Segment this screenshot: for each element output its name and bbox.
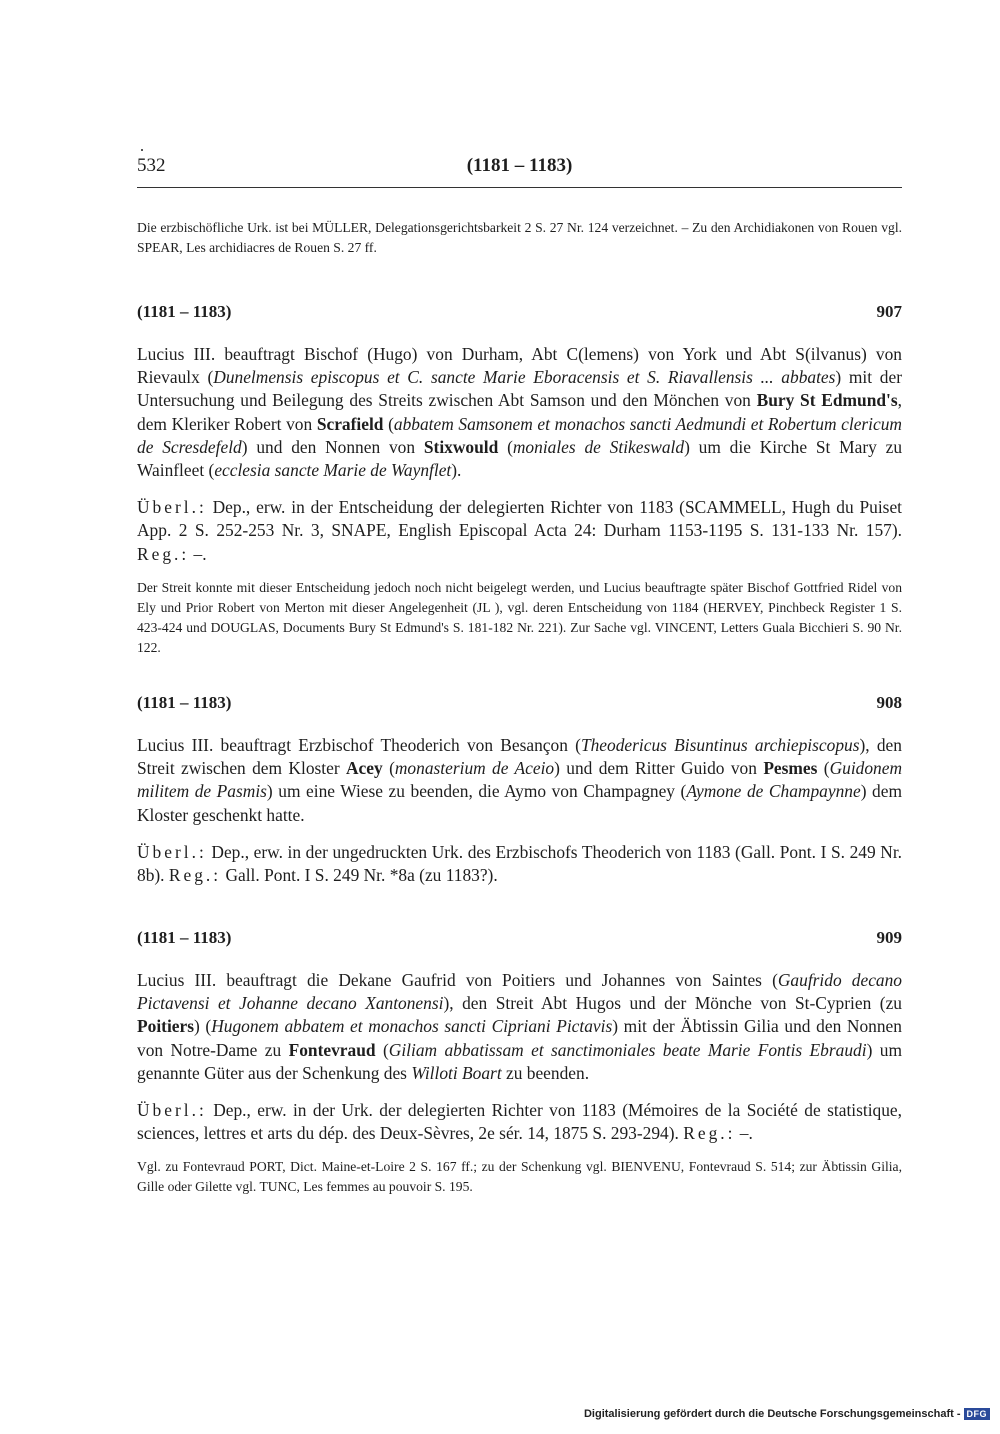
entry-date: (1181 – 1183) [137,928,232,947]
regest-entry-907 [137,302,902,658]
commentary-note: Vgl. zu Fontevraud PORT, Dict. Maine-et-Loire 2 S. 167 ff.; zu der Schenkung vgl. BIENVENU, Fontevraud S. 514; zur Äbtissin Gilia, Gille oder Gilette vgl. TUNC, Les femmes au pouvoir S. 195. [137,1159,902,1195]
running-header [137,155,902,183]
entry-number: 908 [876,693,902,712]
regest-entry-909 [137,928,902,1197]
intro-note: Die erzbischöfliche Urk. ist bei MÜLLER, Delegationsgerichtsbarkeit 2 S. 27 Nr. 124 verzeichnet. – Zu den Archidiakonen von Rouen vgl. SPEAR, Les archidiacres de Rouen S. 27 ff. [137,220,902,255]
header-rule [137,187,902,188]
transmission-text: Überl.: Dep., erw. in der ungedruckten Urk. des Erzbischofs Theoderich von 1183 (Gall. Pont. I S. 249 Nr. 8b). Reg.: Gall. Pont. I S. 249 Nr. *8a (zu 1183?). [137,841,902,886]
regest-text: Lucius III. beauftragt die Dekane Gaufrid von Poitiers und Johannes von Saintes (Gaufrido decano Pictavensi et Johanne decano Xantonensi), den Streit Abt Hugos und der Mönche von St-Cyprien (zu Poitiers) (Hugonem abbatem et monachos sancti Cipriani Pictavis) mit der Äbtissin Gilia und den Nonnen von Notre-Dame zu Fontevraud (Giliam abbatissam et sanctimoniales beate Marie Fontis Ebraudi) um genannte Güter aus der Schenkung des Willoti Boart zu beenden. [137,970,903,1083]
entry-number: 909 [876,928,902,947]
header-date: (1181 – 1183) [466,155,573,176]
entry-number: 907 [876,302,902,321]
transmission-text: Überl.: Dep., erw. in der Entscheidung der delegierten Richter von 1183 (SCAMMELL, Hugh du Puiset App. 2 S. 252-253 Nr. 3, SNAPE, English Episcopal Acta 24: Durham 1153-1195 S. 131-133 Nr. 157). Reg.: –. [137,497,902,564]
commentary-note: Der Streit konnte mit dieser Entscheidung jedoch noch nicht beigelegt werden, und Lucius beauftragte später Bischof Gottfried Ridel von Ely und Prior Robert von Merton mit dieser Angelegenheit (JL ), vgl. deren Entscheidung von 1184 (HERVEY, Pinchbeck Register 1 S. 423-424 und DOUGLAS, Documents Bury St Edmund's S. 181-182 Nr. 221). Zur Sache vgl. VINCENT, Letters Guala Bicchieri S. 90 Nr. 122. [137,579,902,655]
transmission-text: Überl.: Dep., erw. in der Urk. der delegierten Richter von 1183 (Mémoires de la Société de statistique, sciences, lettres et arts du dép. des Deux-Sèvres, 2e sér. 14, 1875 S. 293-294). Reg.: –. [137,1100,902,1144]
entry-heading [137,928,902,952]
entry-heading [137,302,902,326]
footer-text: Digitalisierung gefördert durch die Deutsche Forschungsgemeinschaft - [583,1408,961,1420]
regest-text: Lucius III. beauftragt Bischof (Hugo) von Durham, Abt C(lemens) von York und Abt S(ilvanus) von Rievaulx (Dunelmensis episcopus et C. sancte Marie Eboracensis et S. Riavallensis ... abbates) mit der Untersuchung und Beilegung des Streits zwischen Abt Samson und den Mönchen von Bury St Edmund's, dem Kleriker Robert von Scrafield (abbatem Samsonem et monachos sancti Aedmundi et Robertum clericum de Scresdefeld) und den Nonnen von Stixwould (moniales de Stikeswald) um die Kirche St Mary zu Wainfleet (ecclesia sancte Marie de Waynflet). [137,344,903,481]
scan-speck [141,149,143,151]
entry-date: (1181 – 1183) [137,693,232,712]
entry-heading [137,693,902,717]
intro-note-block [137,218,902,258]
page-number: 532 [137,155,166,176]
regest-text: Lucius III. beauftragt Erzbischof Theoderich von Besançon (Theodericus Bisuntinus archiepiscopus), den Streit zwischen dem Kloster Acey (monasterium de Aceio) und dem Ritter Guido von Pesmes (Guidonem militem de Pasmis) um eine Wiese zu beenden, die Aymo von Champagney (Aymone de Champaynne) dem Kloster geschenkt hatte. [137,735,903,825]
entry-date: (1181 – 1183) [137,302,232,321]
digitization-footer [584,1408,990,1420]
dfg-logo: DFG [964,1408,991,1420]
regest-entry-908 [137,693,902,887]
